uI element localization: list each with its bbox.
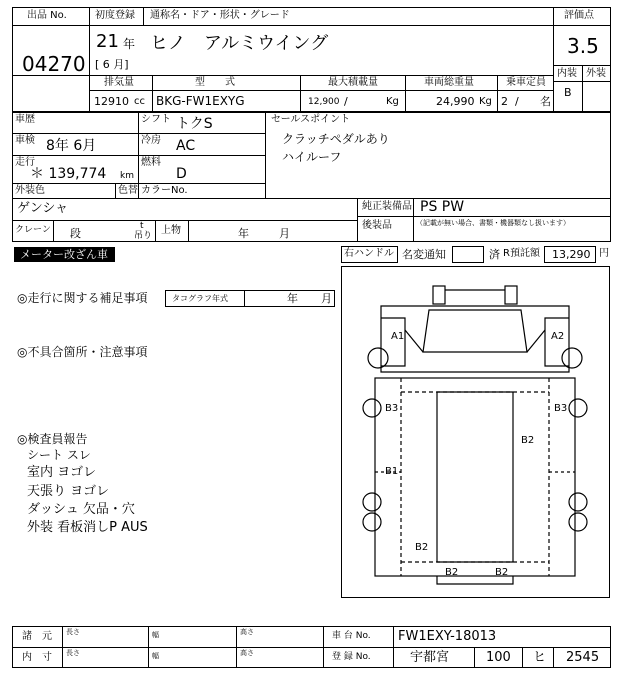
model-label: 型 式 (195, 77, 235, 88)
mark-a1: A1 (391, 331, 405, 342)
reg-num: 2545 (566, 650, 600, 665)
mileage-label: 走行 (15, 157, 35, 168)
rating-value: 3.5 (567, 34, 599, 58)
aftermarket-label: 後装品 (362, 220, 392, 231)
inspection-value: 8年 6月 (46, 138, 97, 154)
dims-len: 長さ (66, 649, 80, 657)
ac-label: 冷房 (141, 135, 161, 146)
sales-point-2: ハイルーフ (282, 150, 342, 164)
capacity-label: 乗車定員 (506, 77, 546, 88)
crane-label: クレーン (15, 225, 51, 235)
mark-b2-rear-right: B2 (495, 567, 509, 578)
fuel-label: 燃料 (141, 157, 161, 168)
displacement-label: 排気量 (104, 77, 134, 88)
mark-b2-rear-left: B2 (445, 567, 459, 578)
gvw-label: 車両総重量 (424, 77, 474, 88)
mark-b2-low: B2 (415, 542, 429, 553)
genuine-value: PS PW (420, 199, 465, 215)
reg-year-unit: 年 (123, 37, 136, 51)
spec-width: 幅 (152, 631, 159, 639)
lot-no: 04270 (22, 52, 86, 76)
max-load-label: 最大積載量 (328, 77, 378, 88)
mark-b3-left: B3 (385, 403, 399, 414)
shift-value: トクS (176, 116, 213, 132)
rating-label: 評価点 (564, 10, 594, 21)
max-load: 12,900 (308, 97, 340, 107)
tacho-month: 月 (321, 292, 332, 305)
genuine-label: 純正装備品 (362, 201, 412, 212)
mark-b3-right: B3 (554, 403, 568, 414)
capacity: 2 (501, 95, 508, 108)
reg-no-label: 登 録 No. (332, 652, 371, 662)
dims-height: 高さ (240, 649, 254, 657)
mileage-value: ＊ 139,774 (30, 166, 107, 182)
name-change-label: 名変通知 (402, 248, 446, 261)
displacement-unit: cc (134, 96, 145, 107)
sales-point-label: セールスポイント (271, 114, 351, 125)
boarding-month: 月 (279, 227, 290, 240)
gvw-unit: Kg (479, 96, 492, 107)
inspector-line-5: 外装 看板消しP AUS (27, 520, 148, 535)
dims-label: 内 寸 (22, 652, 52, 663)
crane-hang: 吊り (134, 231, 153, 241)
inspector-line-4: ダッシュ 欠品・穴 (27, 502, 135, 517)
chassis-value: FW1EXY-18013 (398, 629, 497, 644)
reg-kana: ヒ (533, 650, 547, 665)
history-label: 車歴 (15, 114, 35, 125)
crane-ton: t (140, 221, 144, 231)
spec-label: 諸 元 (22, 631, 52, 642)
ac-value: AC (176, 138, 196, 154)
ext-color-label: 外装色 (15, 185, 45, 196)
boarding-label: 上物 (161, 225, 181, 236)
aftermarket-note: （記載が無い場合、書類・機器類なし扱います） (416, 219, 570, 227)
mark-a2: A2 (551, 331, 565, 342)
gvw: 24,990 (436, 95, 475, 108)
first-reg-label: 初度登録 (95, 10, 135, 21)
mileage-unit: km (120, 171, 134, 181)
tachograph-label: タコグラフ年式 (172, 294, 228, 303)
vehicle-name: ヒノ アルミウイング (150, 33, 329, 54)
reg-year: 21 (96, 31, 119, 52)
inspector-line-2: 室内 ヨゴレ (27, 465, 97, 480)
max-load-unit: Kg (386, 96, 399, 107)
color-change-label: 色替 (118, 185, 138, 196)
reg-area: 宇都宮 (410, 650, 450, 665)
defects-label: ◎不具合箇所・注意事項 (17, 345, 148, 359)
recycle-amount: 13,290 (552, 248, 591, 261)
interior-label: 内装 (557, 68, 577, 79)
sales-point-1: クラッチペダルあり (282, 132, 390, 146)
steering-value: 右ハンドル (344, 248, 394, 259)
recycle-unit: 円 (599, 248, 609, 259)
inspector-label: ◎検査員報告 (17, 432, 88, 446)
chassis-label: 車 台 No. (332, 631, 371, 641)
name-change-box (452, 246, 484, 263)
remark-char: 済 (489, 248, 500, 261)
crane-stage: 段 (70, 227, 81, 240)
ext-color-value: ゲンシャ (17, 201, 69, 216)
truck-diagram (341, 266, 610, 598)
recycle-label: R預託額 (503, 248, 540, 259)
exterior-label: 外装 (586, 68, 606, 79)
interior-grade: B (564, 86, 572, 99)
shift-label: シフト (141, 114, 171, 125)
reg-month: [ 6 月] (95, 58, 129, 71)
mark-b2-mid: B2 (521, 435, 535, 446)
capacity-unit: 名 (540, 95, 551, 108)
boarding-year: 年 (238, 227, 249, 240)
spec-height: 高さ (240, 628, 254, 636)
max-load-sep: / (344, 95, 348, 108)
inspection-label: 車検 (15, 135, 35, 146)
reg-class: 100 (486, 650, 511, 665)
color-no-label: カラーNo. (141, 185, 188, 196)
lot-no-label: 出品 No. (27, 10, 67, 21)
tacho-year: 年 (287, 292, 298, 305)
model: BKG-FW1EXYG (156, 94, 245, 108)
spec-len: 長さ (66, 628, 80, 636)
dims-width: 幅 (152, 652, 159, 660)
travel-note-label: ◎走行に関する補足事項 (17, 291, 148, 305)
fuel-value: D (176, 166, 187, 182)
mark-b1: B1 (385, 466, 399, 477)
name-label: 通称名・ドア・形状・グレード (150, 10, 290, 21)
capacity-sep: / (515, 95, 519, 108)
inspector-line-3: 天張り ヨゴレ (27, 484, 110, 499)
inspector-line-1: シート スレ (27, 448, 91, 462)
displacement: 12910 (94, 95, 129, 108)
meter-tamper-text: メーター改ざん車 (20, 248, 108, 261)
